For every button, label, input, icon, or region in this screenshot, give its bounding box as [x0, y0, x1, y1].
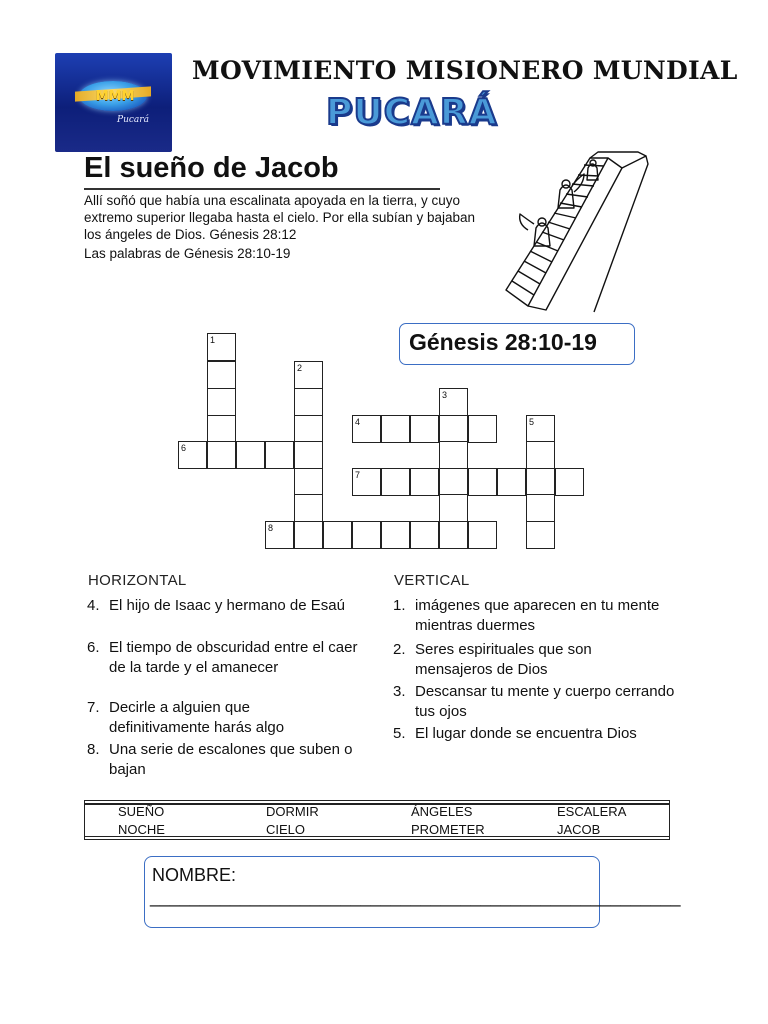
lesson-title: El sueño de Jacob [84, 152, 339, 184]
crossword-cell[interactable] [468, 468, 497, 496]
crossword-cell[interactable] [381, 415, 410, 443]
crossword-cell[interactable] [265, 441, 294, 469]
cell-number: 7 [355, 470, 361, 480]
bank-word: PROMETER [411, 822, 485, 837]
reference-box [399, 323, 635, 365]
logo-subtext: Pucará [117, 115, 149, 125]
clue-number: 8. [87, 741, 100, 758]
clue-horizontal-6 [87, 638, 377, 678]
crossword-cell[interactable] [439, 415, 468, 443]
crossword-cell[interactable] [410, 468, 439, 496]
cell-number: 2 [297, 363, 303, 373]
reference-text: Génesis 28:10-19 [409, 329, 597, 355]
clue-number: 4. [87, 597, 100, 614]
crossword-cell[interactable] [178, 441, 207, 469]
clue-number: 5. [393, 725, 406, 742]
clue-number: 2. [393, 641, 406, 658]
clue-horizontal-7 [87, 698, 377, 738]
crossword-cell[interactable] [526, 415, 555, 443]
bank-word: ÁNGELES [411, 804, 473, 819]
cell-number: 6 [181, 443, 187, 453]
clue-text: imágenes que aparecen en tu mente mientras duermes [415, 597, 660, 634]
crossword-cell[interactable] [294, 415, 323, 443]
bank-word: JACOB [557, 822, 601, 837]
mmm-logo [55, 53, 172, 152]
crossword-cell[interactable] [439, 494, 468, 522]
clue-number: 1. [393, 597, 406, 614]
crossword-cell[interactable] [352, 468, 381, 496]
bank-word: ESCALERA [557, 804, 627, 819]
clue-vertical-2 [393, 640, 683, 680]
bank-word: CIELO [266, 822, 306, 837]
crossword-cell[interactable] [526, 494, 555, 522]
clue-horizontal-4 [87, 596, 377, 636]
clue-text: Decirle a alguien que definitivamente harás algo [109, 699, 285, 736]
clue-text: Seres espirituales que son mensajeros de Dios [415, 641, 592, 678]
crossword-cell[interactable] [410, 521, 439, 549]
clue-number: 3. [393, 683, 406, 700]
clue-horizontal-8 [87, 740, 377, 780]
cell-number: 3 [442, 390, 448, 400]
crossword-cell[interactable] [497, 468, 526, 496]
crossword-cell[interactable] [410, 415, 439, 443]
clue-vertical-3 [393, 682, 683, 722]
vertical-clues-title: VERTICAL [394, 572, 470, 589]
cell-number: 8 [268, 523, 274, 533]
clue-text: Una serie de escalones que suben o bajan [109, 741, 353, 778]
crossword-cell[interactable] [381, 468, 410, 496]
clue-text: El tiempo de obscuridad entre el caer de la tarde y el amanecer [109, 639, 358, 676]
cell-number: 1 [210, 335, 216, 345]
crossword-cell[interactable] [294, 521, 323, 549]
crossword-cell[interactable] [265, 521, 294, 549]
crossword-cell[interactable] [207, 415, 236, 443]
name-box[interactable] [144, 856, 681, 928]
crossword-cell[interactable] [294, 388, 323, 416]
lesson-text: Allí soñó que había una escalinata apoyada en la tierra, y cuyo extremo superior llegaba hasta el cielo. Por ella subían y bajaban los ángeles de Dios. Génesis 28:12 [84, 193, 475, 242]
crossword-cell[interactable] [207, 361, 236, 389]
word-bank [84, 800, 670, 840]
name-line[interactable]: _____________________________________________________ [150, 887, 681, 907]
crossword-cell[interactable] [323, 521, 352, 549]
clue-number: 6. [87, 639, 100, 656]
clue-text: El hijo de Isaac y hermano de Esaú [109, 597, 345, 614]
cell-number: 4 [355, 417, 361, 427]
crossword-cell[interactable] [207, 441, 236, 469]
crossword-cell[interactable] [468, 415, 497, 443]
bank-word: NOCHE [118, 822, 165, 837]
crossword-cell[interactable] [526, 521, 555, 549]
crossword-cell[interactable] [439, 388, 468, 416]
crossword-cell[interactable] [526, 441, 555, 469]
crossword-cell[interactable] [526, 468, 555, 496]
horizontal-clues-title: HORIZONTAL [88, 572, 187, 589]
crossword-cell[interactable] [294, 361, 323, 389]
bank-word: DORMIR [266, 804, 319, 819]
clue-vertical-5 [393, 724, 683, 764]
clue-vertical-1 [393, 596, 683, 636]
crossword-cell[interactable] [468, 521, 497, 549]
name-label: NOMBRE: [152, 865, 237, 885]
crossword-cell[interactable] [236, 441, 265, 469]
clue-number: 7. [87, 699, 100, 716]
city-title: PUCARÁ [326, 92, 498, 133]
crossword-cell[interactable] [381, 521, 410, 549]
jacobs-ladder-illustration [498, 150, 660, 312]
crossword-cell[interactable] [294, 494, 323, 522]
title-divider [84, 188, 440, 190]
clue-text: Descansar tu mente y cuerpo cerrando tus ojos [415, 683, 675, 720]
crossword-cell[interactable] [207, 388, 236, 416]
crossword-cell[interactable] [352, 415, 381, 443]
crossword-cell[interactable] [555, 468, 584, 496]
crossword-cell[interactable] [352, 521, 381, 549]
crossword-cell[interactable] [439, 441, 468, 469]
crossword-cell[interactable] [439, 468, 468, 496]
clue-text: El lugar donde se encuentra Dios [415, 725, 637, 742]
crossword-cell[interactable] [294, 468, 323, 496]
crossword-cell[interactable] [439, 521, 468, 549]
crossword-cell[interactable] [294, 441, 323, 469]
lesson-reference: Las palabras de Génesis 28:10-19 [84, 246, 291, 261]
cell-number: 5 [529, 417, 535, 427]
crossword-cell[interactable] [207, 333, 236, 361]
logo-text: MMM [95, 89, 135, 104]
bank-word: SUEÑO [118, 804, 165, 819]
org-title: MOVIMIENTO MISIONERO MUNDIAL [192, 56, 738, 85]
